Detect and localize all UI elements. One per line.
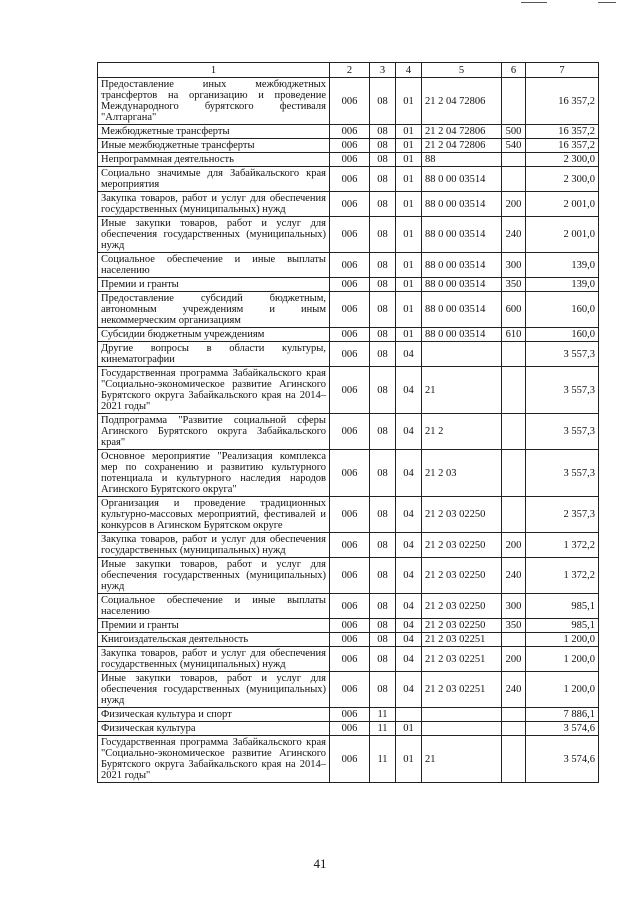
- table-row: [98, 558, 599, 594]
- cell-expense-type: 240: [502, 672, 526, 708]
- table-row: [98, 153, 599, 167]
- row-description: Социальное обеспечение и иные выплаты населению: [98, 253, 330, 278]
- table-row: [98, 292, 599, 328]
- row-description: Физическая культура: [98, 722, 330, 736]
- cell-ministry-code: 006: [330, 633, 370, 647]
- cell-target-article: 88 0 00 03514: [422, 192, 502, 217]
- row-description: Другие вопросы в области культуры, кинематографии: [98, 342, 330, 367]
- page-number: 41: [313, 856, 327, 871]
- cell-amount: 160,0: [526, 292, 599, 328]
- cell-ministry-code: 006: [330, 414, 370, 450]
- cell-subsection: 01: [396, 78, 422, 125]
- column-header: 4: [396, 63, 422, 78]
- table-row: [98, 708, 599, 722]
- cell-ministry-code: 006: [330, 292, 370, 328]
- cell-target-article: 21: [422, 736, 502, 783]
- cell-expense-type: [502, 708, 526, 722]
- cell-expense-type: [502, 153, 526, 167]
- cell-target-article: 88 0 00 03514: [422, 328, 502, 342]
- cell-section: 08: [370, 672, 396, 708]
- table-row: [98, 414, 599, 450]
- table-body: [98, 78, 599, 783]
- cell-amount: 1 372,2: [526, 533, 599, 558]
- cell-section: 08: [370, 633, 396, 647]
- cell-target-article: 21 2 03 02250: [422, 497, 502, 533]
- cell-subsection: 04: [396, 450, 422, 497]
- cell-ministry-code: 006: [330, 139, 370, 153]
- cell-section: 08: [370, 292, 396, 328]
- cell-target-article: 21 2 04 72806: [422, 125, 502, 139]
- cell-amount: 3 557,3: [526, 342, 599, 367]
- cell-target-article: 21 2 04 72806: [422, 139, 502, 153]
- row-description: Основное мероприятие "Реализация комплекса мер по сохранению и развитию культурного потенциала и культурного наследия народов Агинского Бурятского округа": [98, 450, 330, 497]
- column-header: 5: [422, 63, 502, 78]
- cell-ministry-code: 006: [330, 558, 370, 594]
- cell-ministry-code: 006: [330, 342, 370, 367]
- cell-target-article: [422, 722, 502, 736]
- cell-section: 11: [370, 722, 396, 736]
- cell-subsection: [396, 708, 422, 722]
- cell-amount: 1 372,2: [526, 558, 599, 594]
- table-row: [98, 497, 599, 533]
- cell-expense-type: [502, 367, 526, 414]
- cell-amount: 985,1: [526, 594, 599, 619]
- cell-section: 11: [370, 708, 396, 722]
- cell-ministry-code: 006: [330, 594, 370, 619]
- table-row: [98, 217, 599, 253]
- table-row: [98, 342, 599, 367]
- budget-table: [97, 62, 599, 783]
- cell-ministry-code: 006: [330, 722, 370, 736]
- cell-subsection: 04: [396, 672, 422, 708]
- cell-section: 08: [370, 647, 396, 672]
- cell-section: 08: [370, 497, 396, 533]
- table-row: [98, 722, 599, 736]
- cell-section: 08: [370, 594, 396, 619]
- cell-amount: 139,0: [526, 278, 599, 292]
- row-description: Подпрограмма "Развитие социальной сферы Агинского Бурятского округа Забайкальского края": [98, 414, 330, 450]
- cell-amount: 3 574,6: [526, 722, 599, 736]
- cell-ministry-code: 006: [330, 192, 370, 217]
- cell-amount: 160,0: [526, 328, 599, 342]
- cell-section: 08: [370, 342, 396, 367]
- cell-target-article: 21 2 03 02251: [422, 633, 502, 647]
- cell-amount: 16 357,2: [526, 125, 599, 139]
- table-row: [98, 533, 599, 558]
- row-description: Предоставление субсидий бюджетным, автономным учреждениям и иным некоммерческим организациям: [98, 292, 330, 328]
- scan-edge-mark: [521, 2, 547, 3]
- cell-ministry-code: 006: [330, 672, 370, 708]
- cell-expense-type: 350: [502, 278, 526, 292]
- cell-section: 08: [370, 153, 396, 167]
- row-description: Книгоиздательская деятельность: [98, 633, 330, 647]
- cell-expense-type: 300: [502, 594, 526, 619]
- cell-subsection: 01: [396, 139, 422, 153]
- cell-amount: 139,0: [526, 253, 599, 278]
- column-header: 1: [98, 63, 330, 78]
- cell-expense-type: 610: [502, 328, 526, 342]
- cell-amount: 3 557,3: [526, 450, 599, 497]
- cell-ministry-code: 006: [330, 367, 370, 414]
- table-row: [98, 125, 599, 139]
- table-row: [98, 619, 599, 633]
- column-header: 6: [502, 63, 526, 78]
- row-description: Закупка товаров, работ и услуг для обеспечения государственных (муниципальных) нужд: [98, 192, 330, 217]
- cell-section: 08: [370, 533, 396, 558]
- cell-subsection: 01: [396, 736, 422, 783]
- cell-expense-type: 240: [502, 217, 526, 253]
- column-header: 3: [370, 63, 396, 78]
- cell-expense-type: [502, 722, 526, 736]
- cell-expense-type: [502, 450, 526, 497]
- cell-subsection: 04: [396, 594, 422, 619]
- cell-expense-type: 200: [502, 647, 526, 672]
- table-row: [98, 253, 599, 278]
- cell-expense-type: 200: [502, 192, 526, 217]
- cell-subsection: 04: [396, 497, 422, 533]
- cell-amount: 3 557,3: [526, 414, 599, 450]
- cell-section: 08: [370, 192, 396, 217]
- row-description: Субсидии бюджетным учреждениям: [98, 328, 330, 342]
- row-description: Иные закупки товаров, работ и услуг для обеспечения государственных (муниципальных) нужд: [98, 672, 330, 708]
- cell-expense-type: 600: [502, 292, 526, 328]
- row-description: Предоставление иных межбюджетных трансфертов на организацию и проведение Международного бурятского фестиваля "Алтаргана": [98, 78, 330, 125]
- cell-ministry-code: 006: [330, 497, 370, 533]
- row-description: Физическая культура и спорт: [98, 708, 330, 722]
- cell-amount: 2 357,3: [526, 497, 599, 533]
- cell-amount: 985,1: [526, 619, 599, 633]
- cell-subsection: 01: [396, 253, 422, 278]
- row-description: Государственная программа Забайкальского края "Социально-экономическое развитие Агинского Бурятского округа Забайкальского края на 2014–2021 годы": [98, 736, 330, 783]
- row-description: Иные закупки товаров, работ и услуг для обеспечения государственных (муниципальных) нужд: [98, 558, 330, 594]
- cell-subsection: 04: [396, 647, 422, 672]
- cell-target-article: 21 2 03 02251: [422, 672, 502, 708]
- cell-amount: 7 886,1: [526, 708, 599, 722]
- cell-ministry-code: 006: [330, 619, 370, 633]
- cell-expense-type: [502, 78, 526, 125]
- cell-amount: 16 357,2: [526, 139, 599, 153]
- table-row: [98, 450, 599, 497]
- cell-amount: 1 200,0: [526, 647, 599, 672]
- cell-section: 08: [370, 125, 396, 139]
- cell-target-article: 21 2: [422, 414, 502, 450]
- cell-ministry-code: 006: [330, 278, 370, 292]
- table-row: [98, 594, 599, 619]
- cell-subsection: 04: [396, 533, 422, 558]
- row-description: Иные межбюджетные трансферты: [98, 139, 330, 153]
- cell-subsection: 01: [396, 278, 422, 292]
- cell-ministry-code: 006: [330, 153, 370, 167]
- cell-target-article: 88: [422, 153, 502, 167]
- cell-section: 08: [370, 367, 396, 414]
- cell-ministry-code: 006: [330, 450, 370, 497]
- cell-subsection: 01: [396, 328, 422, 342]
- row-description: Премии и гранты: [98, 619, 330, 633]
- cell-ministry-code: 006: [330, 78, 370, 125]
- cell-section: 08: [370, 253, 396, 278]
- cell-expense-type: [502, 736, 526, 783]
- cell-target-article: [422, 708, 502, 722]
- cell-section: 08: [370, 414, 396, 450]
- column-header: 2: [330, 63, 370, 78]
- cell-subsection: 01: [396, 125, 422, 139]
- cell-amount: 2 001,0: [526, 217, 599, 253]
- cell-subsection: 04: [396, 342, 422, 367]
- cell-amount: 16 357,2: [526, 78, 599, 125]
- cell-target-article: 88 0 00 03514: [422, 278, 502, 292]
- cell-subsection: 04: [396, 367, 422, 414]
- table-row: [98, 633, 599, 647]
- cell-ministry-code: 006: [330, 736, 370, 783]
- row-description: Непрограммная деятельность: [98, 153, 330, 167]
- cell-expense-type: 540: [502, 139, 526, 153]
- cell-expense-type: 350: [502, 619, 526, 633]
- cell-target-article: 21: [422, 367, 502, 414]
- table-row: [98, 647, 599, 672]
- cell-expense-type: [502, 414, 526, 450]
- cell-section: 08: [370, 167, 396, 192]
- cell-expense-type: 200: [502, 533, 526, 558]
- row-description: Закупка товаров, работ и услуг для обеспечения государственных (муниципальных) нужд: [98, 647, 330, 672]
- cell-ministry-code: 006: [330, 253, 370, 278]
- cell-target-article: 88 0 00 03514: [422, 253, 502, 278]
- table-row: [98, 736, 599, 783]
- row-description: Межбюджетные трансферты: [98, 125, 330, 139]
- cell-subsection: 01: [396, 722, 422, 736]
- cell-ministry-code: 006: [330, 217, 370, 253]
- column-header: 7: [526, 63, 599, 78]
- cell-section: 08: [370, 139, 396, 153]
- table-header-row: [98, 63, 599, 78]
- cell-amount: 2 300,0: [526, 153, 599, 167]
- cell-expense-type: [502, 342, 526, 367]
- cell-subsection: 01: [396, 167, 422, 192]
- cell-target-article: 21 2 04 72806: [422, 78, 502, 125]
- cell-ministry-code: 006: [330, 328, 370, 342]
- table-row: [98, 78, 599, 125]
- row-description: Государственная программа Забайкальского края "Социально-экономическое развитие Агинского Бурятского округа Забайкальского края на 2014–2021 годы": [98, 367, 330, 414]
- cell-section: 11: [370, 736, 396, 783]
- cell-expense-type: 240: [502, 558, 526, 594]
- table-row: [98, 328, 599, 342]
- cell-section: 08: [370, 78, 396, 125]
- cell-target-article: [422, 342, 502, 367]
- cell-expense-type: 500: [502, 125, 526, 139]
- row-description: Премии и гранты: [98, 278, 330, 292]
- cell-section: 08: [370, 278, 396, 292]
- cell-subsection: 04: [396, 633, 422, 647]
- cell-expense-type: [502, 167, 526, 192]
- cell-section: 08: [370, 558, 396, 594]
- cell-target-article: 21 2 03: [422, 450, 502, 497]
- cell-target-article: 88 0 00 03514: [422, 167, 502, 192]
- cell-ministry-code: 006: [330, 167, 370, 192]
- cell-ministry-code: 006: [330, 708, 370, 722]
- cell-section: 08: [370, 328, 396, 342]
- cell-target-article: 88 0 00 03514: [422, 292, 502, 328]
- table-row: [98, 367, 599, 414]
- row-description: Иные закупки товаров, работ и услуг для обеспечения государственных (муниципальных) нужд: [98, 217, 330, 253]
- cell-target-article: 21 2 03 02250: [422, 619, 502, 633]
- cell-amount: 1 200,0: [526, 633, 599, 647]
- cell-expense-type: [502, 497, 526, 533]
- cell-target-article: 21 2 03 02250: [422, 594, 502, 619]
- table-row: [98, 139, 599, 153]
- cell-section: 08: [370, 619, 396, 633]
- cell-target-article: 21 2 03 02250: [422, 558, 502, 594]
- cell-expense-type: 300: [502, 253, 526, 278]
- scan-edge-mark: [598, 2, 616, 3]
- cell-target-article: 21 2 03 02250: [422, 533, 502, 558]
- table-row: [98, 672, 599, 708]
- cell-target-article: 88 0 00 03514: [422, 217, 502, 253]
- cell-section: 08: [370, 450, 396, 497]
- cell-subsection: 01: [396, 192, 422, 217]
- cell-amount: 2 001,0: [526, 192, 599, 217]
- table-row: [98, 192, 599, 217]
- row-description: Социальное обеспечение и иные выплаты населению: [98, 594, 330, 619]
- cell-subsection: 01: [396, 217, 422, 253]
- cell-target-article: 21 2 03 02251: [422, 647, 502, 672]
- cell-amount: 3 557,3: [526, 367, 599, 414]
- row-description: Организация и проведение традиционных культурно-массовых мероприятий, фестивалей и конкурсов в Агинском Бурятском округе: [98, 497, 330, 533]
- row-description: Закупка товаров, работ и услуг для обеспечения государственных (муниципальных) нужд: [98, 533, 330, 558]
- cell-subsection: 01: [396, 292, 422, 328]
- row-description: Социально значимые для Забайкальского края мероприятия: [98, 167, 330, 192]
- cell-ministry-code: 006: [330, 533, 370, 558]
- table-row: [98, 278, 599, 292]
- cell-amount: 2 300,0: [526, 167, 599, 192]
- cell-ministry-code: 006: [330, 125, 370, 139]
- cell-ministry-code: 006: [330, 647, 370, 672]
- cell-subsection: 01: [396, 153, 422, 167]
- cell-subsection: 04: [396, 414, 422, 450]
- cell-amount: 1 200,0: [526, 672, 599, 708]
- cell-amount: 3 574,6: [526, 736, 599, 783]
- cell-section: 08: [370, 217, 396, 253]
- cell-expense-type: [502, 633, 526, 647]
- cell-subsection: 04: [396, 558, 422, 594]
- cell-subsection: 04: [396, 619, 422, 633]
- table-row: [98, 167, 599, 192]
